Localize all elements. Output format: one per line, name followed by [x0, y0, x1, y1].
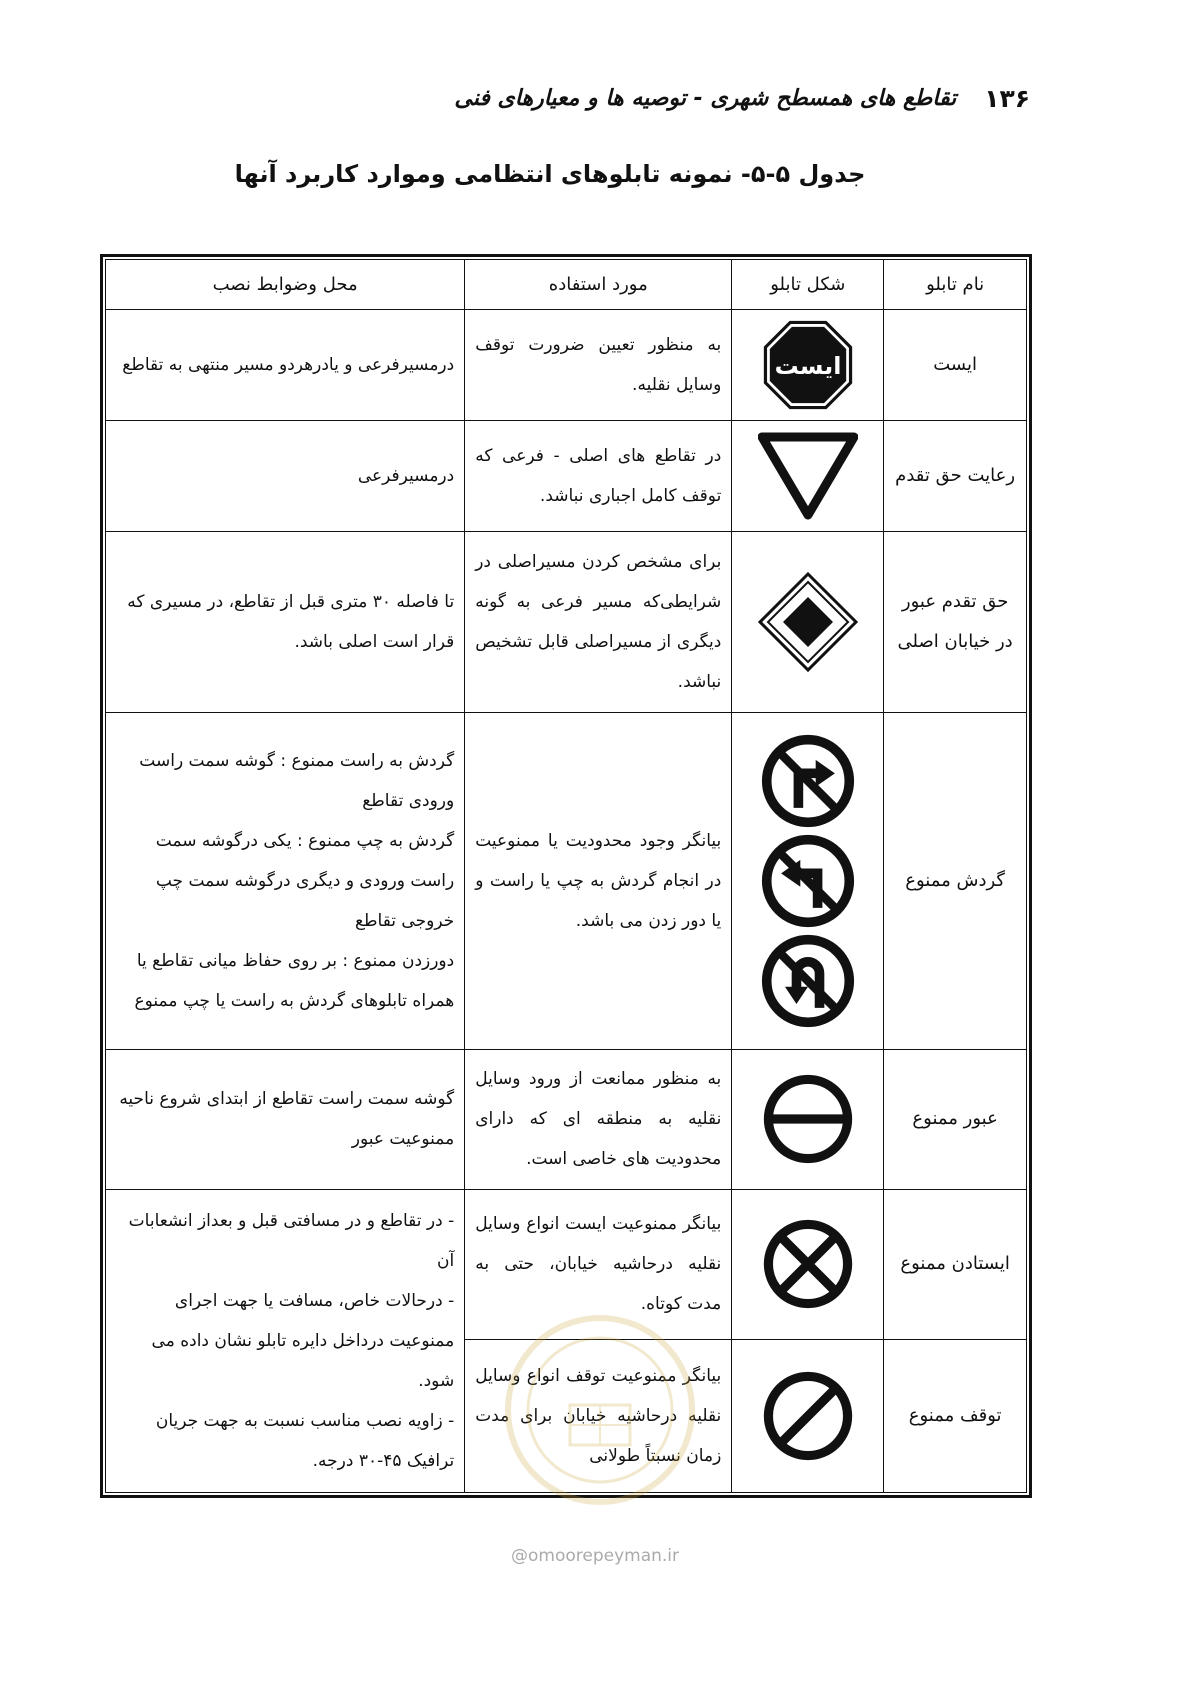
- sign-usage: بیانگر ممنوعیت ایست انواع وسایل نقلیه درحاشیه خیابان، حتی به مدت کوتاه.: [465, 1189, 732, 1339]
- placement-item: - در تقاطع و در مسافتی قبل و بعداز انشعابات آن: [128, 1210, 455, 1271]
- sign-name: ایست: [884, 310, 1027, 421]
- stop-sign-icon: [762, 319, 854, 411]
- sign-shape-cell: [732, 421, 884, 531]
- page-number: ۱۳۶: [984, 83, 1030, 113]
- no-parking-icon: [762, 1370, 854, 1462]
- sign-name: توقف ممنوع: [884, 1339, 1027, 1492]
- sign-usage: در تقاطع های اصلی - فرعی که توقف کامل اجباری نباشد.: [465, 421, 732, 531]
- sign-name: حق تقدم عبور در خیابان اصلی: [884, 531, 1027, 712]
- page-header: [440, 78, 1030, 118]
- sign-shape-cell: [732, 310, 884, 421]
- sign-placement: درمسیرفرعی و یادرهردو مسیر منتهی به تقاطع: [106, 310, 465, 421]
- table-row: [106, 310, 1027, 421]
- signs-table: [105, 259, 1027, 1493]
- column-header-shape: شکل تابلو: [732, 260, 884, 310]
- no-standing-icon: [762, 1218, 854, 1310]
- no-u-turn-icon: [760, 933, 856, 1029]
- sign-name: ایستادن ممنوع: [884, 1189, 1027, 1339]
- sign-name: عبور ممنوع: [884, 1049, 1027, 1189]
- no-left-turn-icon: [760, 833, 856, 929]
- placement-item: دورزدن ممنوع : بر روی حفاظ میانی تقاطع یا همراه تابلوهای گردش به راست یا چپ ممنوع: [134, 950, 455, 1011]
- table-row: [106, 421, 1027, 531]
- placement-item: - درحالات خاص، مسافت یا جهت اجرای ممنوعیت درداخل دایره تابلو نشان داده می شود.: [151, 1290, 455, 1391]
- table-row: [106, 1049, 1027, 1189]
- sign-shape-cell: [732, 1189, 884, 1339]
- sign-usage: برای مشخص کردن مسیراصلی در شرایطی‌که مسیر فرعی به گونه دیگری از مسیراصلی قابل تشخیص نباشد.: [465, 531, 732, 712]
- sign-usage: به منظور تعیین ضرورت توقف وسایل نقلیه.: [465, 310, 732, 421]
- sign-shape-cell: [732, 712, 884, 1049]
- column-header-usage: مورد استفاده: [465, 260, 732, 310]
- sign-placement: گوشه سمت راست تقاطع از ابتدای شروع ناحیه ممنوعیت عبور: [106, 1049, 465, 1189]
- sign-usage: به منظور ممانعت از ورود وسایل نقلیه به منطقه ای که دارای محدودیت های خاصی است.: [465, 1049, 732, 1189]
- sign-placement: درمسیرفرعی: [106, 421, 465, 531]
- no-right-turn-icon: [760, 733, 856, 829]
- sign-placement-list: [106, 1189, 465, 1492]
- sign-shape-cell: [732, 1339, 884, 1492]
- table-row: [106, 531, 1027, 712]
- watermark-seal-icon: [500, 1310, 700, 1510]
- placement-item: گردش به چپ ممنوع : یکی درگوشه سمت راست ورودی و دیگری درگوشه سمت چپ خروجی تقاطع: [155, 830, 455, 931]
- sign-placement: تا فاصله ۳۰ متری قبل از تقاطع، در مسیری که قرار است اصلی باشد.: [106, 531, 465, 712]
- sign-name: رعایت حق تقدم: [884, 421, 1027, 531]
- table-title: جدول ۵-۵- نمونه تابلوهای انتظامی وموارد کاربرد آنها: [234, 160, 866, 188]
- sign-name: گردش ممنوع: [884, 712, 1027, 1049]
- column-header-name: نام تابلو: [884, 260, 1027, 310]
- no-entry-icon: [762, 1073, 854, 1165]
- sign-shape-cell: [732, 531, 884, 712]
- sign-shape-cell: [732, 1049, 884, 1189]
- watermark-site: @omoorepeyman.ir: [510, 1546, 680, 1566]
- priority-road-diamond-icon: [756, 570, 860, 674]
- column-header-place: محل وضوابط نصب: [106, 260, 465, 310]
- sign-usage: بیانگر ممنوعیت توقف انواع وسایل نقلیه درحاشیه خیابان برای مدت زمان نسبتاً طولانی: [465, 1339, 732, 1492]
- stop-sign-text: ایست: [774, 352, 842, 381]
- table-header-row: [106, 260, 1027, 310]
- sign-placement-list: [106, 712, 465, 1049]
- placement-item: - زاویه نصب مناسب نسبت به جهت جریان ترافیک ۴۵-۳۰ درجه.: [155, 1410, 455, 1471]
- table-row: [106, 712, 1027, 1049]
- running-title: تقاطع های همسطح شهری - توصیه ها و معیارهای فنی: [454, 85, 957, 111]
- yield-triangle-icon: [758, 431, 858, 521]
- placement-item: گردش به راست ممنوع : گوشه سمت راست ورودی تقاطع: [139, 750, 455, 811]
- sign-usage: بیانگر وجود محدودیت یا ممنوعیت در انجام گردش به چپ یا راست و یا دور زدن می باشد.: [465, 712, 732, 1049]
